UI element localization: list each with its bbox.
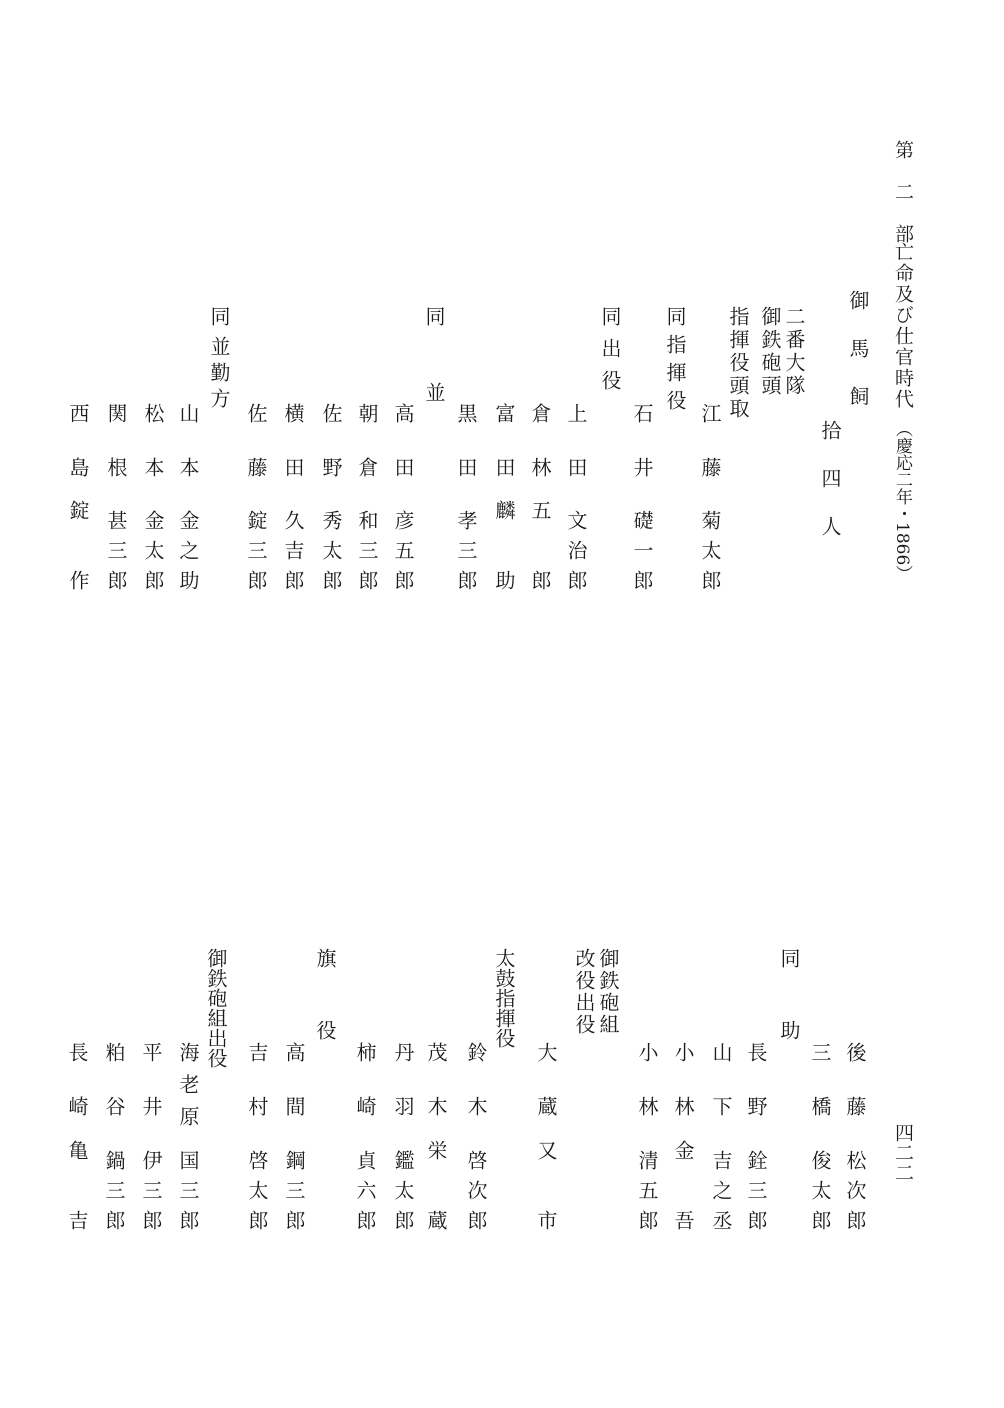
lower-surname: 丹羽 <box>391 1042 415 1150</box>
lower-surname: 鈴木 <box>464 1042 488 1150</box>
lower-surname: 大蔵 <box>534 1042 558 1150</box>
label-dou-1: 同 <box>422 306 446 330</box>
lower-surname: 海老原 <box>176 1042 200 1138</box>
upper-given-name: 久吉郎 <box>281 510 305 600</box>
lower-given-name: 栄蔵 <box>424 1140 448 1280</box>
label-nibandaitai: 二番大隊 <box>782 306 806 398</box>
label-doushutsuyaku: 同出役 <box>598 306 622 402</box>
lower-surname: 小林 <box>635 1042 659 1150</box>
lower-given-name: 又市 <box>534 1140 558 1280</box>
lower-surname: 粕谷 <box>102 1042 126 1150</box>
lower-given-name: 伊三郎 <box>139 1150 163 1240</box>
lower-given-name: 鍋三郎 <box>102 1150 126 1240</box>
lower-given-name: 吉之丞 <box>709 1150 733 1240</box>
lower-given-name: 啓太郎 <box>245 1150 269 1240</box>
label-namikinkata: 並勤方 <box>207 336 231 414</box>
lower-given-name: 亀吉 <box>65 1140 89 1280</box>
lower-surname: 長崎 <box>65 1042 89 1150</box>
upper-given-name: 麟助 <box>492 500 516 640</box>
page-number: 四二二 <box>892 1123 914 1183</box>
upper-surname: 関根 <box>104 403 128 511</box>
lower-surname: 平井 <box>139 1042 163 1150</box>
upper-surname: 横田 <box>281 403 305 511</box>
label-taikoshikiyaku: 太鼓指揮役 <box>492 948 516 1048</box>
upper-given-name: 錠作 <box>66 500 90 640</box>
label-dou-2: 同 <box>207 306 231 330</box>
lower-surname: 高間 <box>282 1042 306 1150</box>
upper-given-name: 礎一郎 <box>630 510 654 600</box>
upper-given-name: 和三郎 <box>355 510 379 600</box>
lower-given-name: 鋼三郎 <box>282 1150 306 1240</box>
label-goteppogumi: 御鉄砲組 <box>596 948 620 1036</box>
lower-surname: 茂木 <box>424 1042 448 1150</box>
upper-given-name: 文治郎 <box>564 510 588 600</box>
upper-given-name: 孝三郎 <box>454 510 478 600</box>
lower-surname: 長野 <box>744 1042 768 1150</box>
upper-surname: 富田 <box>492 403 516 511</box>
label-umakai: 御 馬 飼 <box>846 290 870 410</box>
upper-given-name: 甚三郎 <box>104 510 128 600</box>
label-yaku: 役 <box>313 1020 337 1044</box>
lower-given-name: 銓三郎 <box>744 1150 768 1240</box>
label-dou-lower: 同 <box>777 948 801 972</box>
label-aratameyaku: 改役出役 <box>572 948 596 1036</box>
lower-surname: 柿崎 <box>353 1042 377 1150</box>
lower-given-name: 啓次郎 <box>464 1150 488 1240</box>
running-header-period: （慶応二年・1866） <box>892 420 912 583</box>
upper-surname: 佐野 <box>319 403 343 511</box>
lower-surname: 吉村 <box>245 1042 269 1150</box>
lower-surname: 小林 <box>671 1042 695 1150</box>
upper-surname: 朝倉 <box>355 403 379 511</box>
label-hata: 旗 <box>313 948 337 972</box>
upper-surname: 石井 <box>630 403 654 511</box>
upper-surname: 高田 <box>391 403 415 511</box>
upper-surname: 山本 <box>176 403 200 511</box>
label-suke-lower: 助 <box>777 1020 801 1044</box>
lower-given-name: 清五郎 <box>635 1150 659 1240</box>
label-goteppogumishutsuyaku: 御鉄砲組出役 <box>204 948 228 1068</box>
lower-given-name: 俊太郎 <box>808 1150 832 1240</box>
lower-given-name: 貞六郎 <box>353 1150 377 1240</box>
upper-given-name: 菊太郎 <box>698 510 722 600</box>
upper-given-name: 五郎 <box>528 500 552 640</box>
upper-given-name: 彦五郎 <box>391 510 415 600</box>
lower-surname: 三橋 <box>808 1042 832 1150</box>
upper-surname: 倉林 <box>528 403 552 511</box>
upper-surname: 松本 <box>141 403 165 511</box>
lower-given-name: 鑑太郎 <box>391 1150 415 1240</box>
lower-given-name: 金吾 <box>671 1140 695 1280</box>
lower-surname: 後藤 <box>843 1042 867 1150</box>
running-header-title: 亡命及び仕官時代 <box>892 242 914 410</box>
lower-given-name: 国三郎 <box>176 1150 200 1240</box>
label-count: 拾 四 人 <box>818 420 842 540</box>
upper-surname: 上田 <box>564 403 588 511</box>
running-header-part: 第 二 部 <box>892 140 914 245</box>
upper-given-name: 金太郎 <box>141 510 165 600</box>
upper-given-name: 金之助 <box>176 510 200 600</box>
lower-surname: 山下 <box>709 1042 733 1150</box>
upper-surname: 江藤 <box>698 403 722 511</box>
upper-given-name: 錠三郎 <box>244 510 268 600</box>
upper-surname: 黒田 <box>454 403 478 511</box>
label-shikiyakutoudori: 指揮役頭取 <box>726 306 750 421</box>
label-goteppoto: 御鉄砲頭 <box>758 306 782 398</box>
lower-given-name: 松次郎 <box>843 1150 867 1240</box>
upper-given-name: 秀太郎 <box>319 510 343 600</box>
upper-surname: 佐藤 <box>244 403 268 511</box>
label-nami-1: 並 <box>422 382 446 406</box>
label-doushikiyaku: 同指揮役 <box>663 306 687 418</box>
upper-surname: 西島 <box>66 403 90 511</box>
